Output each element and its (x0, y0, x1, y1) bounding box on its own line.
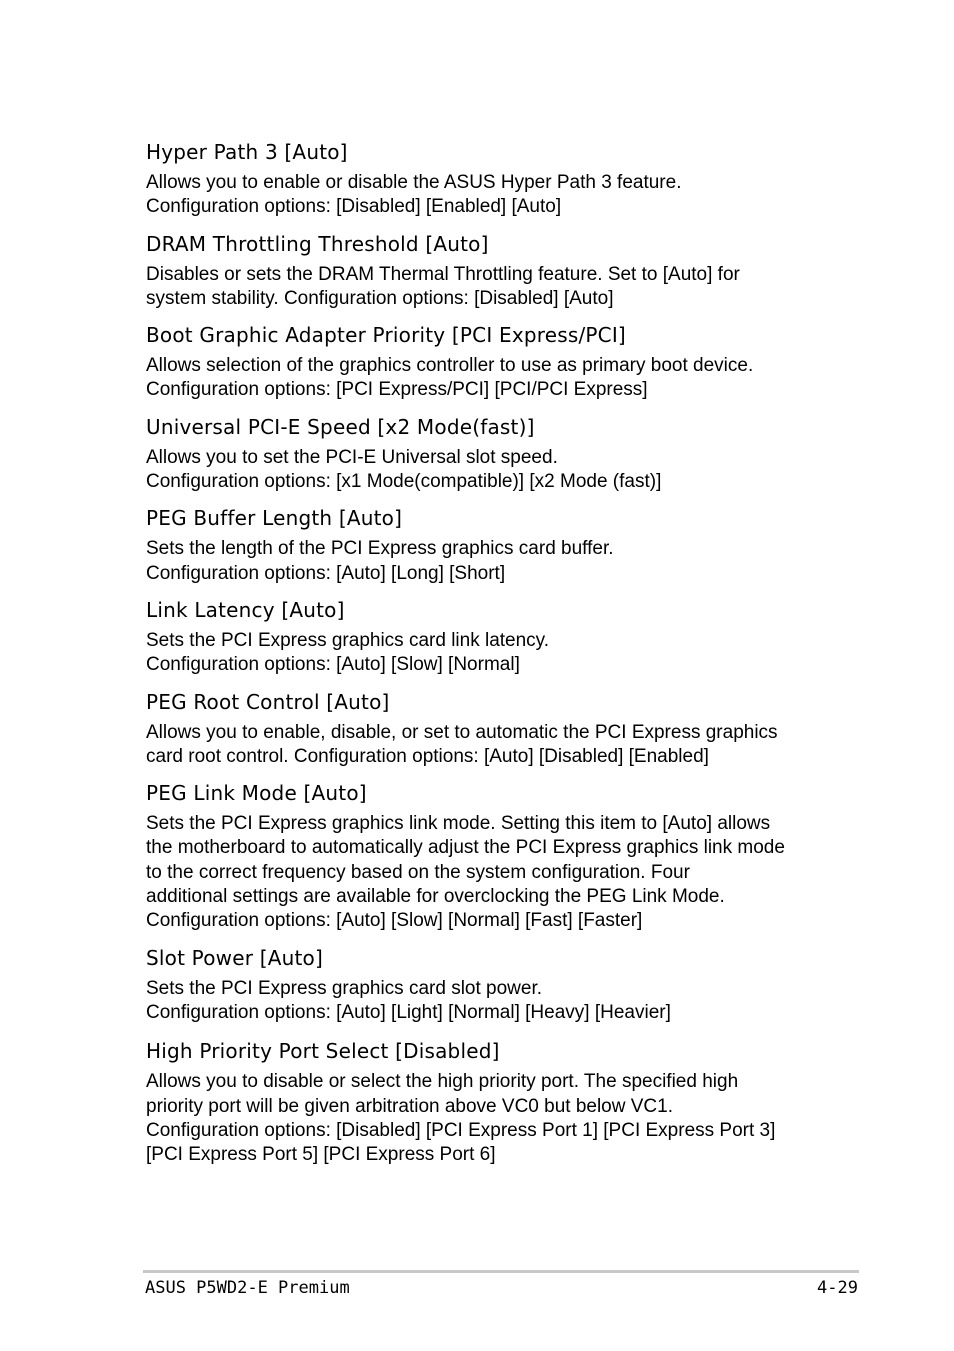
body-line: [PCI Express Port 5] [PCI Express Port 6] (146, 1144, 496, 1166)
section-body (146, 977, 836, 1026)
section-high-priority-port-select (146, 1038, 836, 1167)
body-line: additional settings are available for overclocking the PEG Link Mode. (146, 886, 725, 908)
body-line: Configuration options: [Disabled] [Enabled] [Auto] (146, 196, 562, 218)
footer-product-name: ASUS P5WD2-E Premium (145, 1278, 350, 1298)
body-line: to the correct frequency based on the system configuration. Four (146, 861, 690, 883)
body-line: priority port will be given arbitration above VC0 but below VC1. (146, 1095, 673, 1117)
section-body (146, 629, 836, 678)
body-line: Configuration options: [PCI Express/PCI] [PCI/PCI Express] (146, 379, 648, 401)
section-peg-link-mode (146, 780, 836, 933)
body-line: Sets the length of the PCI Express graphics card buffer. (146, 538, 614, 560)
section-title: PEG Root Control [Auto] (146, 689, 390, 714)
section-slot-power (146, 945, 836, 1026)
page-content (146, 139, 836, 1178)
section-title: High Priority Port Select [Disabled] (146, 1039, 500, 1064)
section-body (146, 263, 836, 312)
body-line: Sets the PCI Express graphics card slot power. (146, 977, 543, 999)
section-body (146, 812, 836, 933)
body-line: system stability. Configuration options: [Disabled] [Auto] (146, 287, 614, 309)
body-line: Configuration options: [x1 Mode(compatible)] [x2 Mode (fast)] (146, 471, 662, 493)
body-line: Configuration options: [Disabled] [PCI Express Port 1] [PCI Express Port 3] (146, 1119, 776, 1141)
section-body (146, 446, 836, 495)
footer-page-number: 4-29 (817, 1278, 858, 1298)
body-line: Configuration options: [Auto] [Light] [Normal] [Heavy] [Heavier] (146, 1001, 671, 1023)
body-line: Sets the PCI Express graphics card link latency. (146, 629, 550, 651)
section-body (146, 171, 836, 220)
section-body (146, 1070, 836, 1167)
section-link-latency (146, 597, 836, 678)
body-line: Allows you to set the PCI-E Universal slot speed. (146, 446, 558, 468)
section-body (146, 537, 836, 586)
body-line: Allows you to enable or disable the ASUS Hyper Path 3 feature. (146, 172, 682, 193)
section-title: DRAM Throttling Threshold [Auto] (146, 231, 489, 256)
body-line: Configuration options: [Auto] [Slow] [Normal] [Fast] [Faster] (146, 910, 643, 932)
section-title: Hyper Path 3 [Auto] (146, 140, 348, 164)
footer-divider (143, 1270, 859, 1273)
section-title: Universal PCI-E Speed [x2 Mode(fast)] (146, 414, 535, 439)
section-body (146, 721, 836, 770)
body-line: the motherboard to automatically adjust the PCI Express graphics link mode (146, 837, 785, 859)
section-title: Slot Power [Auto] (146, 945, 323, 970)
body-line: Allows you to enable, disable, or set to automatic the PCI Express graphics (146, 721, 778, 743)
section-peg-buffer-length (146, 505, 836, 586)
body-line: Sets the PCI Express graphics link mode. Setting this item to [Auto] allows (146, 813, 771, 835)
section-title: PEG Link Mode [Auto] (146, 781, 367, 806)
body-line: Allows selection of the graphics controller to use as primary boot device. (146, 355, 754, 377)
body-line: Configuration options: [Auto] [Slow] [Normal] (146, 654, 520, 676)
body-line: Configuration options: [Auto] [Long] [Short] (146, 562, 506, 584)
section-title: Link Latency [Auto] (146, 597, 345, 622)
section-hyper-path-3 (146, 139, 836, 220)
section-dram-throttling-threshold (146, 231, 836, 312)
section-title: Boot Graphic Adapter Priority [PCI Express/PCI] (146, 323, 626, 348)
section-body (146, 354, 836, 403)
section-peg-root-control (146, 689, 836, 770)
body-line: Allows you to disable or select the high priority port. The specified high (146, 1071, 739, 1093)
section-boot-graphic-adapter-priority (146, 322, 836, 403)
section-universal-pcie-speed (146, 414, 836, 495)
body-line: Disables or sets the DRAM Thermal Throttling feature. Set to [Auto] for (146, 263, 740, 285)
body-line: card root control. Configuration options: [Auto] [Disabled] [Enabled] (146, 745, 709, 767)
section-title: PEG Buffer Length [Auto] (146, 506, 403, 531)
